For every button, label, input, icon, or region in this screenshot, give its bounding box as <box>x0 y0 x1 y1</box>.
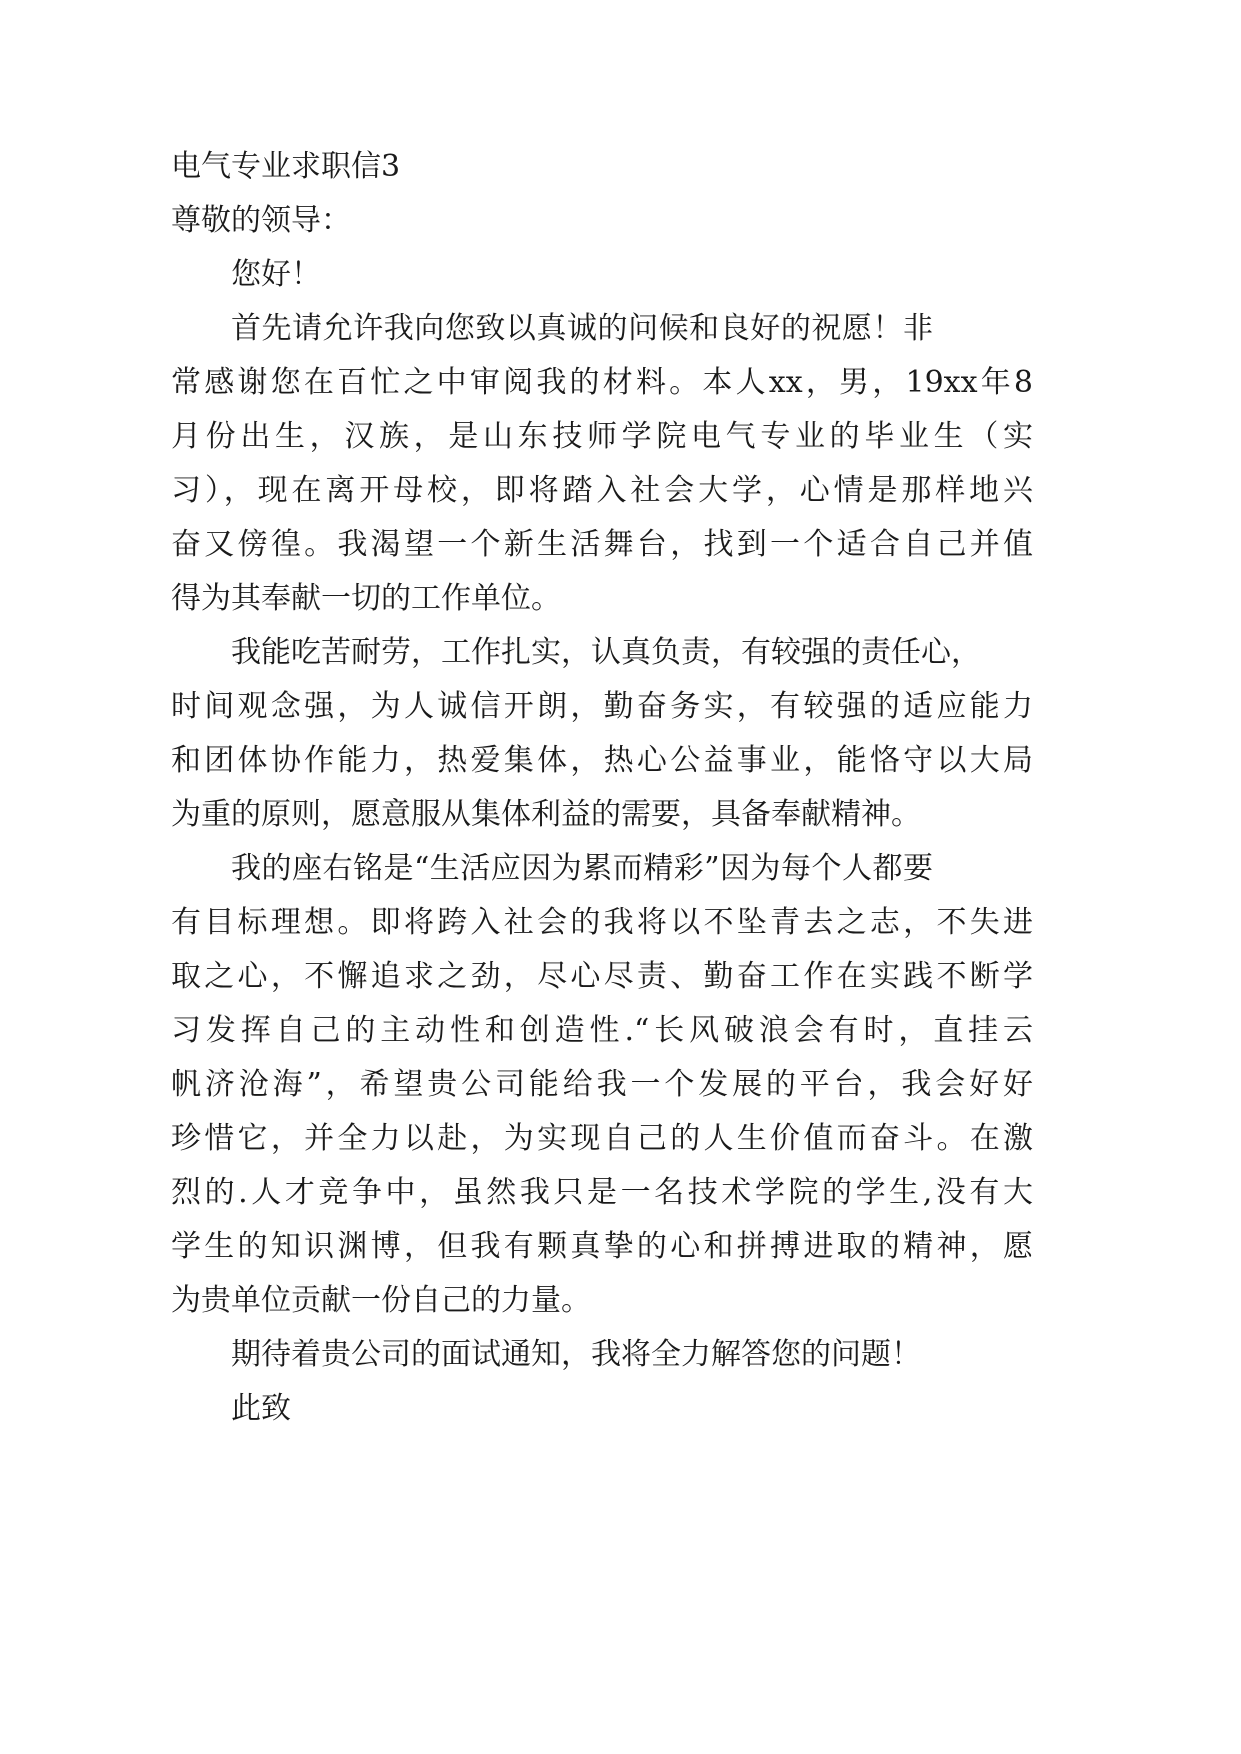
paragraph-line: 月份出生，汉族，是山东技师学院电气专业的毕业生（实 <box>171 419 1033 454</box>
sign-off: 此致 <box>231 1391 291 1426</box>
paragraph-line: 时间观念强，为人诚信开朗，勤奋务实，有较强的适应能力 <box>171 689 1033 724</box>
paragraph-line: 我能吃苦耐劳，工作扎实，认真负责，有较强的责任心， <box>231 635 981 670</box>
paragraph-line: 学生的知识渊博，但我有颗真挚的心和拼搏进取的精神，愿 <box>171 1229 1033 1264</box>
paragraph-line: 为重的原则，愿意服从集体利益的需要，具备奉献精神。 <box>171 797 921 832</box>
greeting: 您好！ <box>231 257 321 292</box>
paragraph-line: 得为其奉献一切的工作单位。 <box>171 581 561 616</box>
salutation: 尊敬的领导： <box>171 203 351 238</box>
paragraph-line: 为贵单位贡献一份自己的力量。 <box>171 1283 591 1318</box>
paragraph-line: 奋又傍徨。我渴望一个新生活舞台，找到一个适合自己并值 <box>171 527 1033 562</box>
paragraph-line: 和团体协作能力，热爱集体，热心公益事业，能恪守以大局 <box>171 743 1033 778</box>
paragraph-line: 习发挥自己的主动性和创造性.“长风破浪会有时，直挂云 <box>171 1013 1033 1048</box>
paragraph-line: 烈的.人才竞争中，虽然我只是一名技术学院的学生,没有大 <box>171 1175 1033 1210</box>
closing-line: 期待着贵公司的面试通知，我将全力解答您的问题！ <box>231 1337 921 1372</box>
paragraph-line: 有目标理想。即将跨入社会的我将以不坠青去之志，不失进 <box>171 905 1033 940</box>
document-title: 电气专业求职信3 <box>171 149 401 184</box>
paragraph-line: 首先请允许我向您致以真诚的问候和良好的祝愿！非 <box>231 311 933 346</box>
paragraph-line: 常感谢您在百忙之中审阅我的材料。本人xx，男，19xx年8 <box>171 365 1033 400</box>
paragraph-line: 习），现在离开母校，即将踏入社会大学，心情是那样地兴 <box>171 473 1033 508</box>
paragraph-line: 我的座右铭是“生活应因为累而精彩”因为每个人都要 <box>231 851 933 886</box>
paragraph-line: 帆济沧海”，希望贵公司能给我一个发展的平台，我会好好 <box>171 1067 1033 1102</box>
paragraph-line: 珍惜它，并全力以赴，为实现自己的人生价值而奋斗。在激 <box>171 1121 1033 1156</box>
paragraph-line: 取之心，不懈追求之劲，尽心尽责、勤奋工作在实践不断学 <box>171 959 1033 994</box>
